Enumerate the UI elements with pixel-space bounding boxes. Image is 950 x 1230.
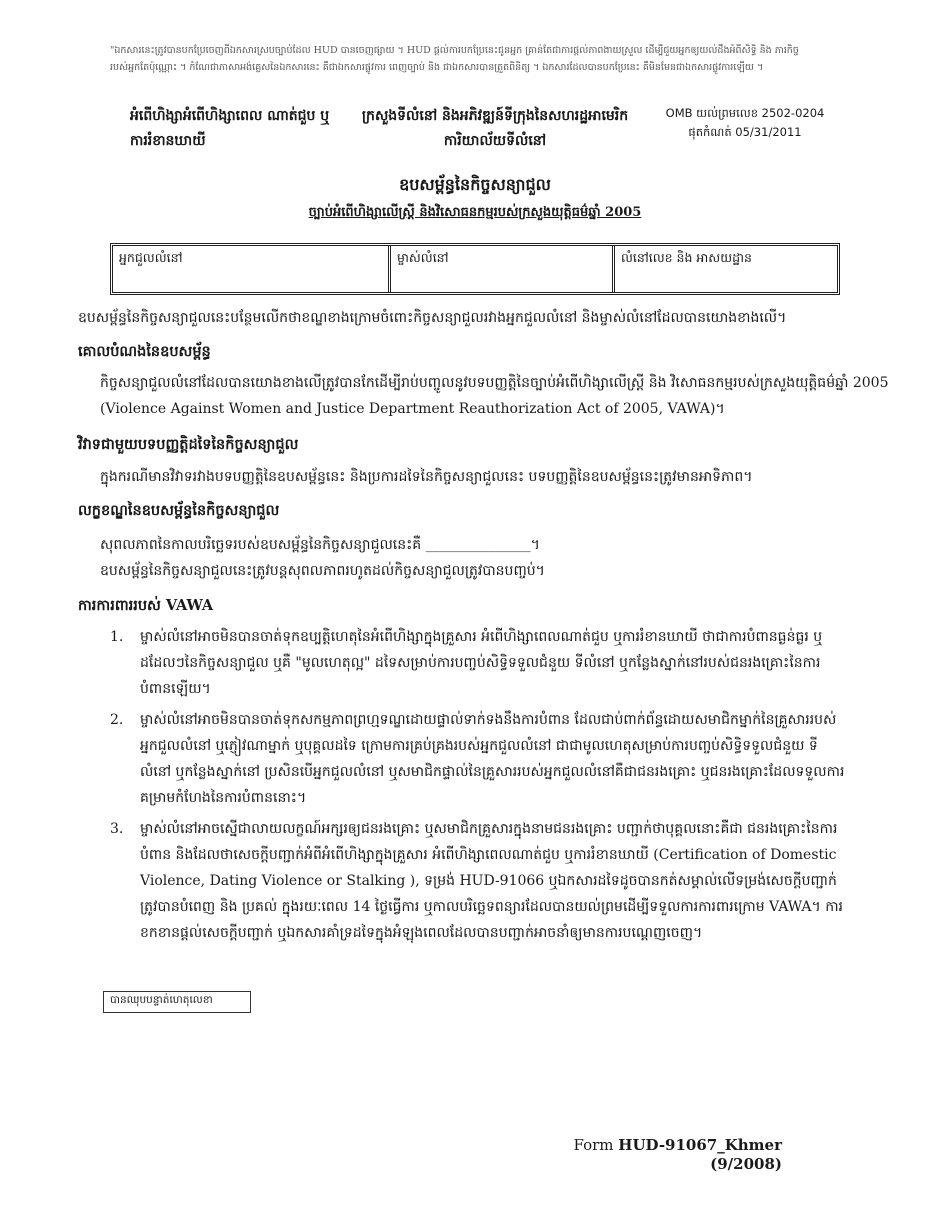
term-start-line: សុពលភាពនៃកាលបរិច្ឆេទរបស់ឧបសម្ព័ន្ធនៃកិច្ចសន្យាជួលនេះគឺ _______________។ — [100, 537, 540, 553]
conflict-text: ក្នុងករណីមានវិវាទរវាងបទបញ្ញត្តិនៃឧបសម្ព័ន្ធនេះ និងប្រការដទៃនៃកិច្ចសន្យាជួលនេះ បទបញ្ញត្តិនៃឧបសម្ព័ន្ធនេះត្រូវមានអាទិភាព។ — [100, 469, 753, 485]
intro-paragraph: ឧបសម្ព័ន្ធនៃកិច្ចសន្យាជួលនេះបន្ថែមលើកថាខណ្ឌខាងក្រោមចំពោះកិច្ចសន្យាជួលរវាងអ្នកជួលលំនៅ និងម្ចាស់លំនៅដែលបានយោងខាងលើ។ — [78, 310, 787, 326]
item-text: ម្ចាស់លំនៅអាចមិនបានចាត់ទុកឧប្បត្តិហេតុនៃអំពើហិង្សាក្នុងគ្រួសារ អំពើហិង្សាពេលណាត់ជួប ឬការរំខានឃាយី ថាជាការបំពានធ្ងន់ធ្ងរ ឬដដែលៗនៃកិច្ចសន្យាជួល ឬគឺ "មូលហេតុល្អ" ដទៃសម្រាប់ការបញ្ចប់សិទ្ធិទទួលជំនួយ ទីលំនៅ ឬកន្លែងស្នាក់នៅរបស់ជនរងគ្រោះនៃការបំពានឡើយ។ — [140, 629, 823, 697]
attachment-box: បានឈុបបន្ទាត់ហេតុលេខា — [103, 991, 251, 1013]
landlord-label: ម្ចាស់លំនៅ — [397, 250, 449, 265]
term-end-line: ឧបសម្ព័ន្ធនៃកិច្ចសន្យាជួលនេះត្រូវបន្តសុពលភាពរហូតដល់កិច្ចសន្យាជួលត្រូវបានបញ្ចប់។ — [100, 563, 545, 579]
vawa-protections-list — [110, 624, 845, 951]
document-title: ឧបសម្ព័ន្ធនៃកិច្ចសន្យាជួល — [399, 175, 551, 194]
header-violence-title: អំពើហិង្សាអំពើហិង្សាពេល ណាត់ជួប ឬការរំខានឃាយី — [130, 108, 330, 149]
tenant-label: អ្នកជួលលំនៅ — [119, 250, 183, 265]
form-identifier — [560, 1136, 782, 1174]
translation-disclaimer: "ឯកសារនេះត្រូវបានបកប្រែចេញពីឯកសារស្របច្បាប់ដែល HUD បានចេញផ្សាយ ។ HUD ផ្តល់ការបកប្រែនេះជូនអ្នក គ្រាន់តែជាការផ្តល់ភាពងាយស្រួល ដើម្បីជួយអ្នកឲ្យយល់ដឹងអំពីសិទ្ធិ និង ភារកិច្ចរបស់អ្នកតែប៉ុណ្ណោះ ។ កំណែជាភាសាអង់គ្លេសនៃឯកសារនេះ គឺជាឯកសារផ្លូវការ ពេញច្បាប់ និង ជាឯកសារបានត្រួតពិនិត្យ ។ ឯកសារដែលបានបកប្រែនេះ គឺមិនមែនជាឯកសារផ្លូវការឡើយ ។ — [110, 45, 799, 73]
landlord-cell[interactable] — [391, 246, 615, 292]
expiration-date: ផុតកំណត់ 05/31/2011 — [688, 125, 802, 139]
list-item — [110, 707, 845, 811]
omb-info — [660, 104, 830, 142]
item-text: ម្ចាស់លំនៅអាចស្នើជាលាយលក្ខណ៍អក្សរឲ្យជនរងគ្រោះ ឬសមាជិកគ្រួសារក្នុងនាមជនរងគ្រោះ បញ្ជាក់ថាបុគ្គលនោះគឺជា ជនរងគ្រោះនៃការបំពាន និងដែលថាសេចក្តីបញ្ជាក់អំពីអំពើហិង្សាក្នុងគ្រួសារ អំពើហិង្សាពេលណាត់ជួប ឬការរំខានឃាយី (Certification of Domestic Violence, Dating Violence or Stalking ), ទម្រង់ HUD-91066 ឬឯកសារដទៃដូចបានកត់សម្គាល់លើទម្រង់សេចក្តីបញ្ជាក់ ត្រូវបានបំពេញ និង ប្រគល់ ក្នុងរយៈពេល 14 ថ្ងៃធ្វើការ ឬកាលបរិច្ឆេទពន្យារដែលបានយល់ព្រមដើម្បីទទួលការការពារក្រោម VAWA។ ការខកខានផ្តល់សេចក្តីបញ្ជាក់ ឬឯកសារគាំទ្រដទៃក្នុងអំឡុងពេលដែលបានបញ្ជាក់អាចនាំឲ្យមានការបណ្តេញចេញ។ — [140, 821, 843, 941]
unit-address-cell[interactable] — [615, 246, 837, 292]
parties-table — [110, 243, 840, 295]
header-agency — [350, 104, 640, 154]
form-number: HUD-91067_Khmer — [618, 1136, 782, 1154]
unit-address-label: លំនៅលេខ និង អាសយដ្ឋាន — [621, 250, 752, 265]
form-revision: (9/2008) — [710, 1155, 782, 1173]
item-number: 1. — [110, 629, 124, 645]
item-number: 3. — [110, 821, 124, 837]
conflict-heading: វិវាទជាមួយបទបញ្ញត្តិដទៃនៃកិច្ចសន្យាជួល — [78, 436, 299, 453]
omb-number: OMB យល់ព្រមលេខ 2502-0204 — [665, 106, 825, 120]
office-name: ការិយាល័យទីលំនៅ — [443, 133, 547, 149]
vawa-heading: ការការពាររបស់ VAWA — [78, 597, 214, 614]
document-subtitle: ច្បាប់អំពើហិង្សាលើស្ត្រី និងវិសោធនកម្មរបស់ក្រសួងយុត្តិធម៌ឆ្នាំ 2005 — [308, 205, 642, 220]
tenant-cell[interactable] — [113, 246, 391, 292]
purpose-heading: គោលបំណងនៃឧបសម្ព័ន្ធ — [78, 343, 211, 360]
form-prefix: Form — [573, 1136, 614, 1154]
agency-name: ក្រសួងទីលំនៅ និងអភិវឌ្ឍន៍ទីក្រុងនៃសហរដ្ឋអាមេរិក — [361, 108, 629, 124]
list-item — [110, 624, 845, 702]
item-text: ម្ចាស់លំនៅអាចមិនបានចាត់ទុកសកម្មភាពព្រហ្មទណ្ឌដោយផ្ទាល់ទាក់ទងនឹងការបំពាន ដែលជាប់ពាក់ព័ន្ធដោយសមាជិកម្នាក់នៃគ្រួសាររបស់អ្នកជួលលំនៅ ឬភ្ញៀវណាម្នាក់ ឬបុគ្គលដទៃ ក្រោមការគ្រប់គ្រងរបស់អ្នកជួលលំនៅ ជាជាមូលហេតុសម្រាប់ការបញ្ចប់សិទ្ធិទទួលជំនួយ ទីលំនៅ ឬកន្លែងស្នាក់នៅ ប្រសិនបើអ្នកជួលលំនៅ ឬសមាជិកផ្ទាល់នៃគ្រួសាររបស់អ្នកជួលលំនៅគឺជាជនរងគ្រោះ ឬជនរងគ្រោះដែលទទួលការគម្រាមកំហែងនៃការបំពាននោះ។ — [140, 712, 845, 806]
list-item — [110, 816, 845, 946]
purpose-text: កិច្ចសន្យាជួលលំនៅដែលបានយោងខាងលើត្រូវបានកែដើម្បីរាប់បញ្ចូលនូវបទបញ្ញត្តិនៃច្បាប់អំពើហិង្សាលើស្ត្រី និង វិសោធនកម្មរបស់ក្រសួងយុត្តិធម៌ឆ្នាំ 2005 (Violence Against Women and Justice Department Reauthorization Act of 2005, VAWA)។ — [100, 375, 889, 417]
term-heading: លក្ខខណ្ឌនៃឧបសម្ព័ន្ធនៃកិច្ចសន្យាជួល — [78, 502, 280, 519]
item-number: 2. — [110, 712, 124, 728]
